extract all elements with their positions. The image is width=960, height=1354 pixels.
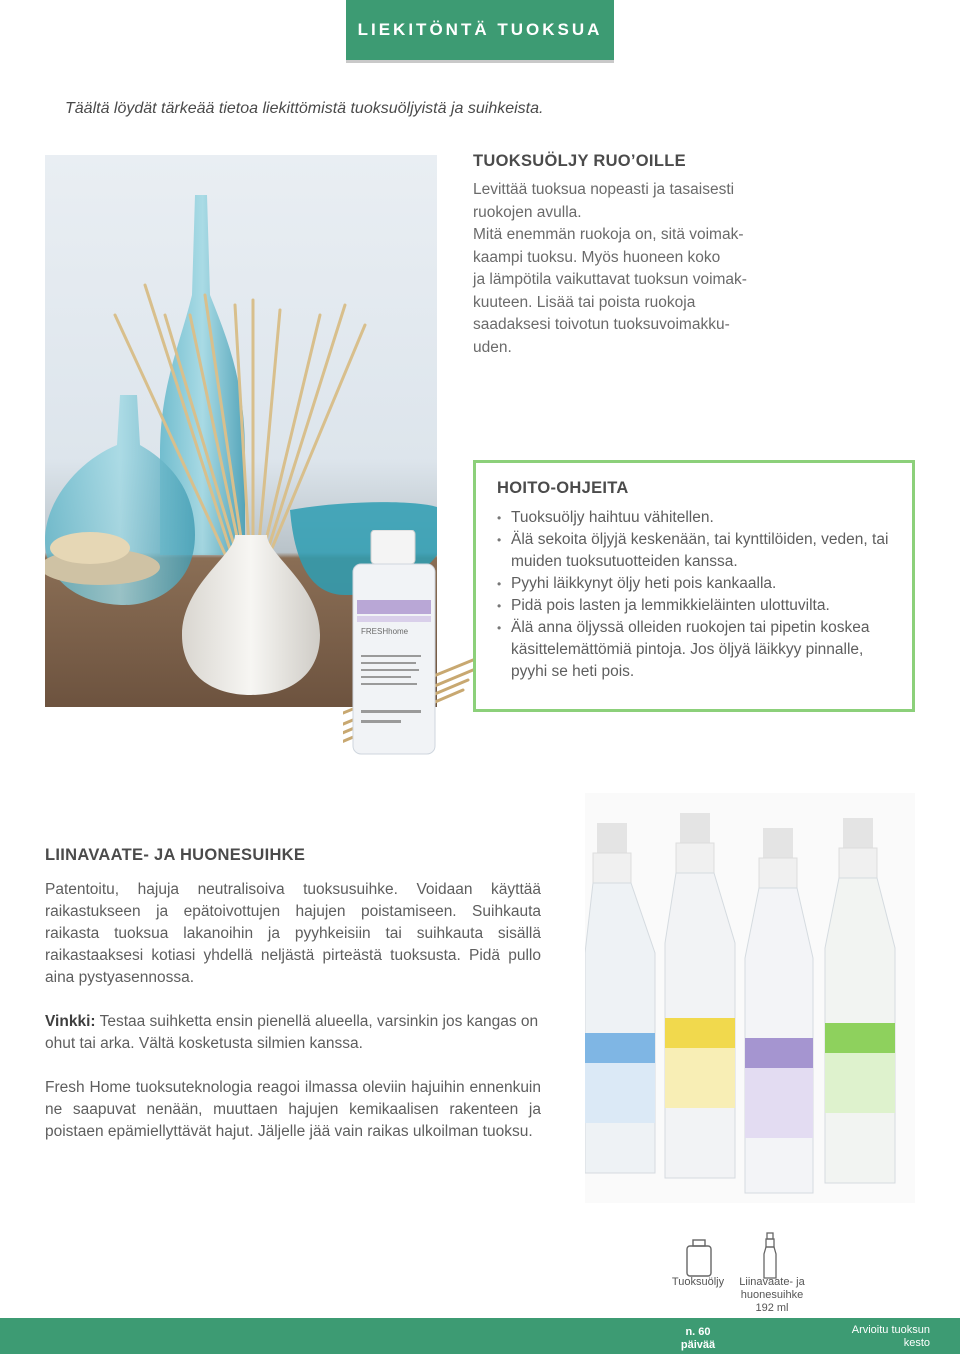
spray-heading: LIINAVAATE- JA HUONESUIHKE <box>45 846 306 864</box>
reed-oil-line: ja lämpötila vaikuttavat tuoksun voimak- <box>473 271 747 288</box>
spray-tip <box>45 1011 541 1055</box>
spray-bottles-photo <box>585 793 915 1203</box>
reed-oil-description <box>473 179 773 359</box>
spray-bottle-icon <box>760 1232 780 1280</box>
spray-icon-label <box>736 1276 808 1315</box>
oil-bottle-illustration <box>343 530 478 780</box>
section-title-tab <box>346 0 614 60</box>
intro-text: Täältä löydät tärkeää tietoa liekittömistä tuoksuöljyistä ja suihkeista. <box>65 100 544 117</box>
tip-text: Testaa suihketta ensin pienellä alueella, varsinkin jos kangas on ohut tai arka. Vältä kosketusta silmien kanssa. <box>45 1013 539 1052</box>
reed-oil-line: uden. <box>473 338 512 356</box>
reed-oil-line: kaampi tuoksu. Myös huoneen koko <box>473 248 721 266</box>
spray-volume: 192 ml <box>755 1302 789 1314</box>
reed-oil-line: Mitä enemmän ruokoja on, sitä voimak- <box>473 226 744 243</box>
spray-label-line-1: Liinavaate- ja <box>739 1276 805 1288</box>
care-item: • Älä sekoita öljyjä keskenään, tai kynttilöiden, veden, tai muiden tuoksutuotteiden kanssa. <box>497 529 892 573</box>
estimate-line-2: kesto <box>903 1337 930 1349</box>
care-list <box>497 507 892 683</box>
tip-label: Vinkki: <box>45 1013 96 1030</box>
bottle-brand: FRESHhome <box>361 627 409 636</box>
reed-oil-heading: TUOKSUÖLJY RUO’OILLE <box>473 152 686 170</box>
footer-bar <box>0 1318 960 1354</box>
spray-section <box>45 846 541 1143</box>
reed-oil-line: saadaksesi toivotun tuoksuvoimakku- <box>473 316 730 333</box>
care-item: • Älä anna öljyssä olleiden ruokojen tai pipetin koskea käsittelemättömiä pintoja. Jos öljyä läikkyy pinnalle, pyyhi se heti pois. <box>497 617 892 683</box>
spray-paragraph-1: Patentoitu, hajuja neutralisoiva tuoksusuihke. Voidaan käyttää raikastukseen ja epätoivottujen hajujen poistamiseen. Suihkauta raikasta tuoksua lakanoihin ja pyyhkeisiin tai suihkauta sisällä raikastaaksesi kotiasi yhdellä neljästä pirteästä tuoksusta. Pidä pullo aina pystyasennossa. <box>45 881 541 986</box>
spray-paragraph-3: Fresh Home tuoksuteknologia reagoi ilmassa oleviin hajuihin ennenkuin ne saapuvat nenään, muuttaen hajujen kemikaalisen rakenteen ja poistaen epämiellyttävät hajut. Jäljelle jää vain raikas ulkoilman tuoksu. <box>45 1079 541 1140</box>
section-title: LIEKITÖNTÄ TUOKSUA <box>357 20 603 39</box>
care-instructions-box <box>473 460 915 712</box>
oil-bottle-icon <box>684 1238 714 1278</box>
reed-oil-section <box>473 152 773 359</box>
duration-line-1: n. 60 <box>685 1326 711 1338</box>
reed-oil-line: Levittää tuoksua nopeasti ja tasaisesti <box>473 181 735 198</box>
duration-line-2: päivää <box>680 1339 716 1351</box>
care-item: • Tuoksuöljy haihtuu vähitellen. <box>497 507 892 529</box>
spray-label-line-2: huonesuihke <box>740 1289 804 1301</box>
care-item: • Pidä pois lasten ja lemmikkieläinten ulottuvilta. <box>497 595 892 617</box>
estimate-line-1: Arvioitu tuoksun <box>851 1324 930 1336</box>
care-heading: HOITO-OHJEITA <box>497 479 629 497</box>
estimated-duration-label <box>820 1324 930 1350</box>
reed-oil-line: ruokojen avulla. <box>473 203 582 221</box>
reed-oil-line: kuuteen. Lisää tai poista ruokoja <box>473 293 696 311</box>
oil-duration <box>672 1326 724 1352</box>
oil-icon-label: Tuoksuöljy <box>671 1276 725 1288</box>
care-item: • Pyyhi läikkynyt öljy heti pois kankaalla. <box>497 573 892 595</box>
